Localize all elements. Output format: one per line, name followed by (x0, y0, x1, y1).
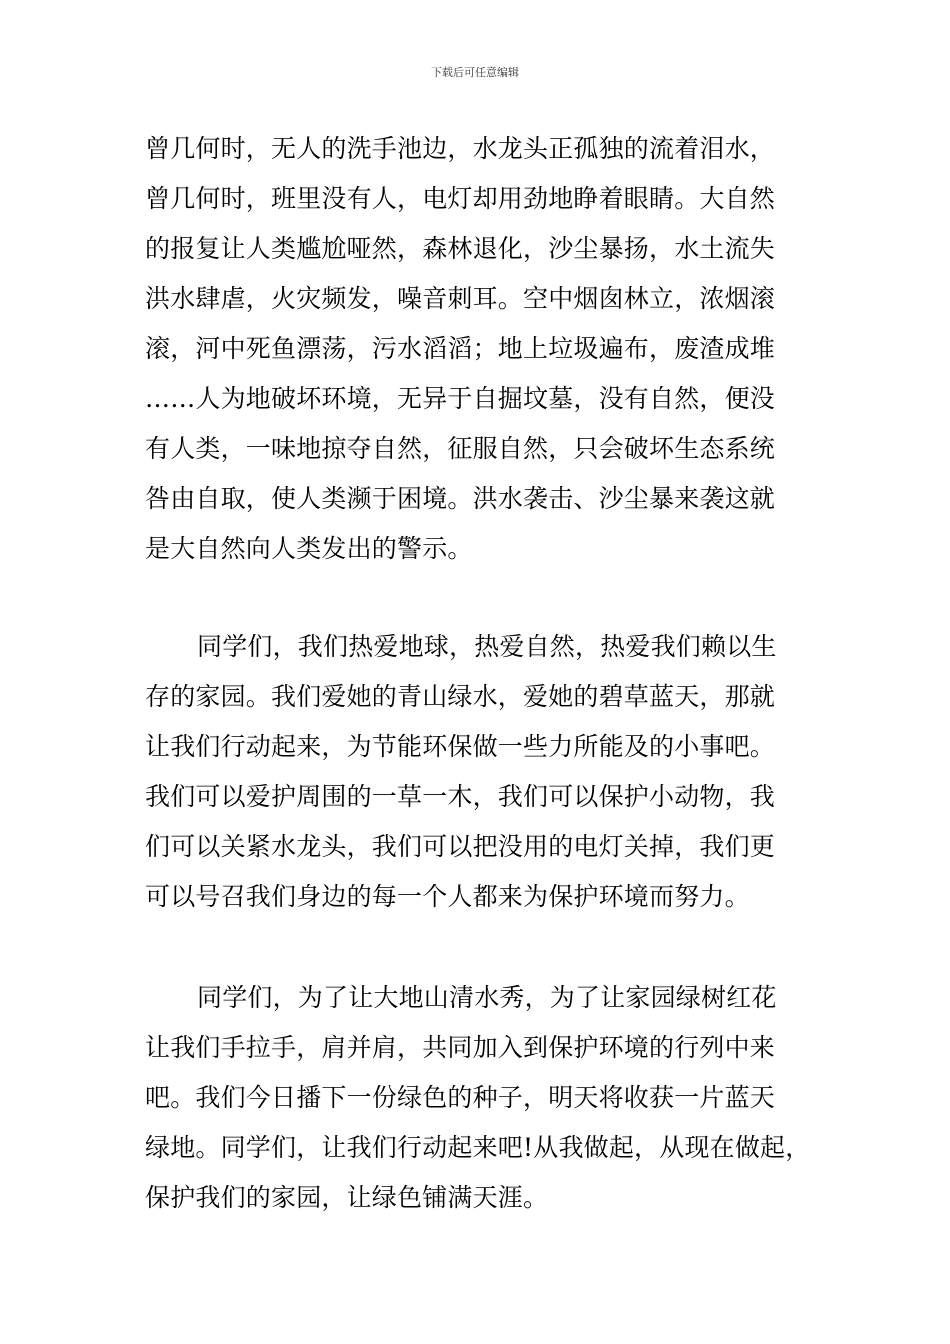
text-line: 同学们，为了让大地山清水秀，为了让家园绿树红花 (197, 983, 777, 1012)
header-note: 下载后可任意编辑 (431, 66, 519, 79)
text-line: 是大自然向人类发出的警示。 (145, 534, 473, 563)
text-line: 有人类，一味地掠夺自然，征服自然，只会破坏生态系统 (145, 434, 776, 463)
text-line: 咎由自取，使人类濒于困境。洪水袭击、沙尘暴来袭这就 (145, 484, 776, 513)
text-line: 的报复让人类尴尬哑然，森林退化，沙尘暴扬，水土流失 (145, 234, 776, 263)
text-line: 们可以关紧水龙头，我们可以把没用的电灯关掉，我们更 (145, 832, 776, 861)
text-line: 吧。我们今日播下一份绿色的种子，明天将收获一片蓝天 (145, 1083, 776, 1112)
text-line: 可以号召我们身边的每一个人都来为保护环境而努力。 (145, 882, 750, 911)
text-line: 让我们手拉手，肩并肩，共同加入到保护环境的行列中来 (145, 1033, 776, 1062)
paragraph-1 (145, 124, 825, 574)
text-line: 我们可以爱护周围的一草一木，我们可以保护小动物，我 (145, 782, 776, 811)
text-line: 绿地。同学们，让我们行动起来吧!从我做起，从现在做起， (145, 1133, 811, 1162)
text-line: 滚，河中死鱼漂荡，污水滔滔；地上垃圾遍布，废渣成堆 (145, 334, 776, 363)
text-line: 存的家园。我们爱她的青山绿水，爱她的碧草蓝天，那就 (145, 682, 776, 711)
text-line: 曾几何时，无人的洗手池边，水龙头正孤独的流着泪水， (145, 134, 776, 163)
text-line: 同学们，我们热爱地球，热爱自然，热爱我们赖以生 (197, 632, 777, 661)
text-line: 让我们行动起来，为节能环保做一些力所能及的小事吧。 (145, 732, 776, 761)
text-line: 洪水肆虐，火灾频发，噪音刺耳。空中烟囱林立，浓烟滚 (145, 284, 776, 313)
paragraph-2 (145, 622, 825, 922)
paragraph-3 (145, 973, 825, 1223)
text-line: ……人为地破坏环境，无异于自掘坟墓，没有自然，便没 (145, 384, 776, 413)
text-line: 保护我们的家园，让绿色铺满天涯。 (145, 1183, 549, 1212)
text-line: 曾几何时，班里没有人，电灯却用劲地睁着眼睛。大自然 (145, 184, 776, 213)
